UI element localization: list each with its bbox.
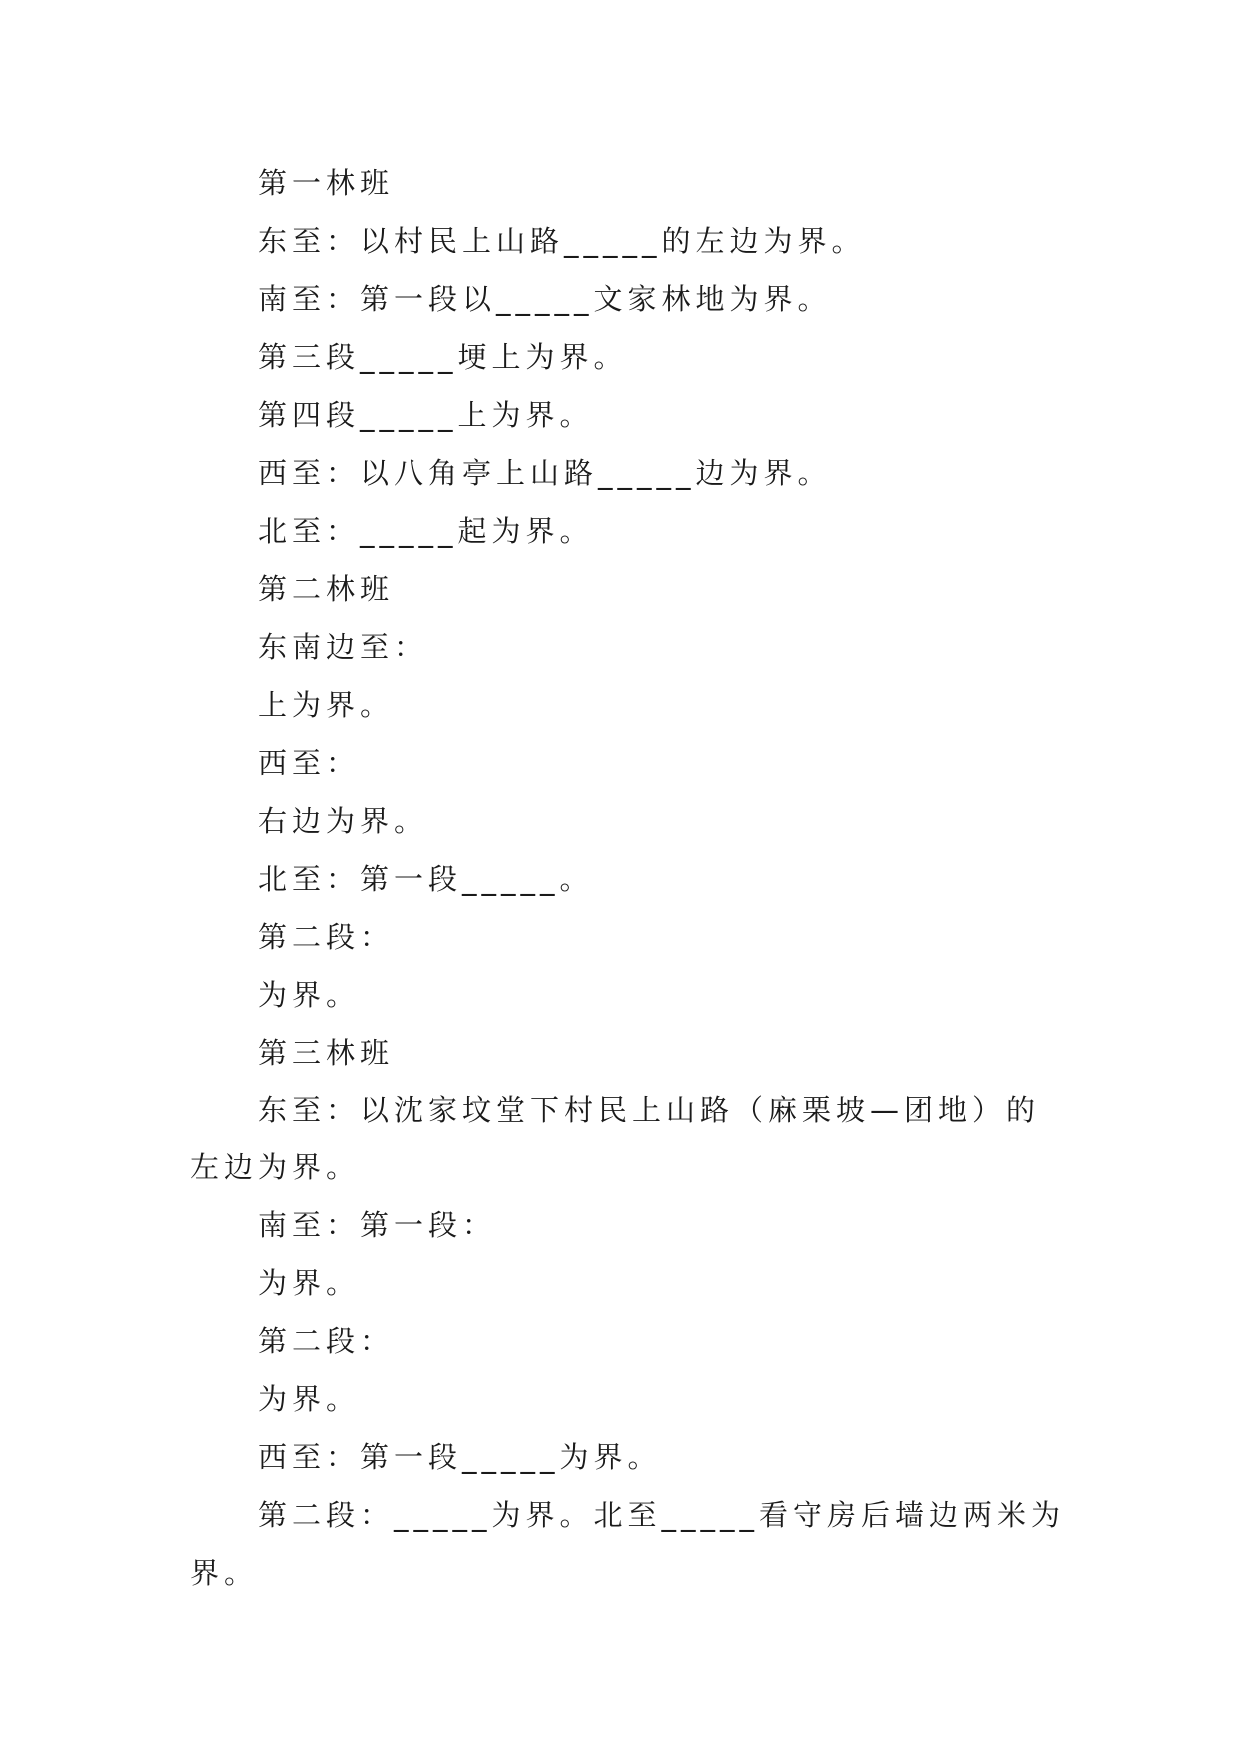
- paragraph: 为界。: [258, 1266, 361, 1300]
- paragraph: 第三段_____埂上为界。: [258, 340, 628, 374]
- paragraph: 西至：: [258, 746, 361, 780]
- paragraph: 为界。: [258, 1382, 361, 1416]
- paragraph: 南至：第一段：: [258, 1208, 497, 1242]
- paragraph: 第四段_____上为界。: [258, 398, 594, 432]
- paragraph: 东至：以沈家坟堂下村民上山路（麻栗坡—团地）的左边为界。: [190, 1093, 1041, 1184]
- paragraph: 右边为界。: [258, 804, 429, 838]
- paragraph: 东南边至：: [258, 630, 429, 664]
- paragraph: 北至：第一段_____。: [258, 862, 594, 896]
- paragraph: 上为界。: [258, 688, 395, 722]
- paragraph: 第二段：_____为界。北至_____看守房后墙边两米为界。: [190, 1498, 1066, 1590]
- paragraph: 第二段：: [258, 1324, 395, 1358]
- document-body: [190, 154, 1070, 1602]
- paragraph: 东至：以村民上山路_____的左边为界。: [258, 224, 866, 258]
- paragraph: 西至：第一段_____为界。: [258, 1440, 662, 1474]
- section-heading-2: 第二林班: [258, 572, 395, 606]
- section-heading-1: 第一林班: [258, 166, 395, 200]
- paragraph: 西至：以八角亭上山路_____边为界。: [258, 456, 832, 490]
- section-heading-3: 第三林班: [258, 1036, 395, 1070]
- paragraph: 南至：第一段以_____文家林地为界。: [258, 282, 832, 316]
- paragraph: 为界。: [258, 978, 361, 1012]
- paragraph: 第二段：: [258, 920, 395, 954]
- paragraph: 北至：_____起为界。: [258, 514, 594, 548]
